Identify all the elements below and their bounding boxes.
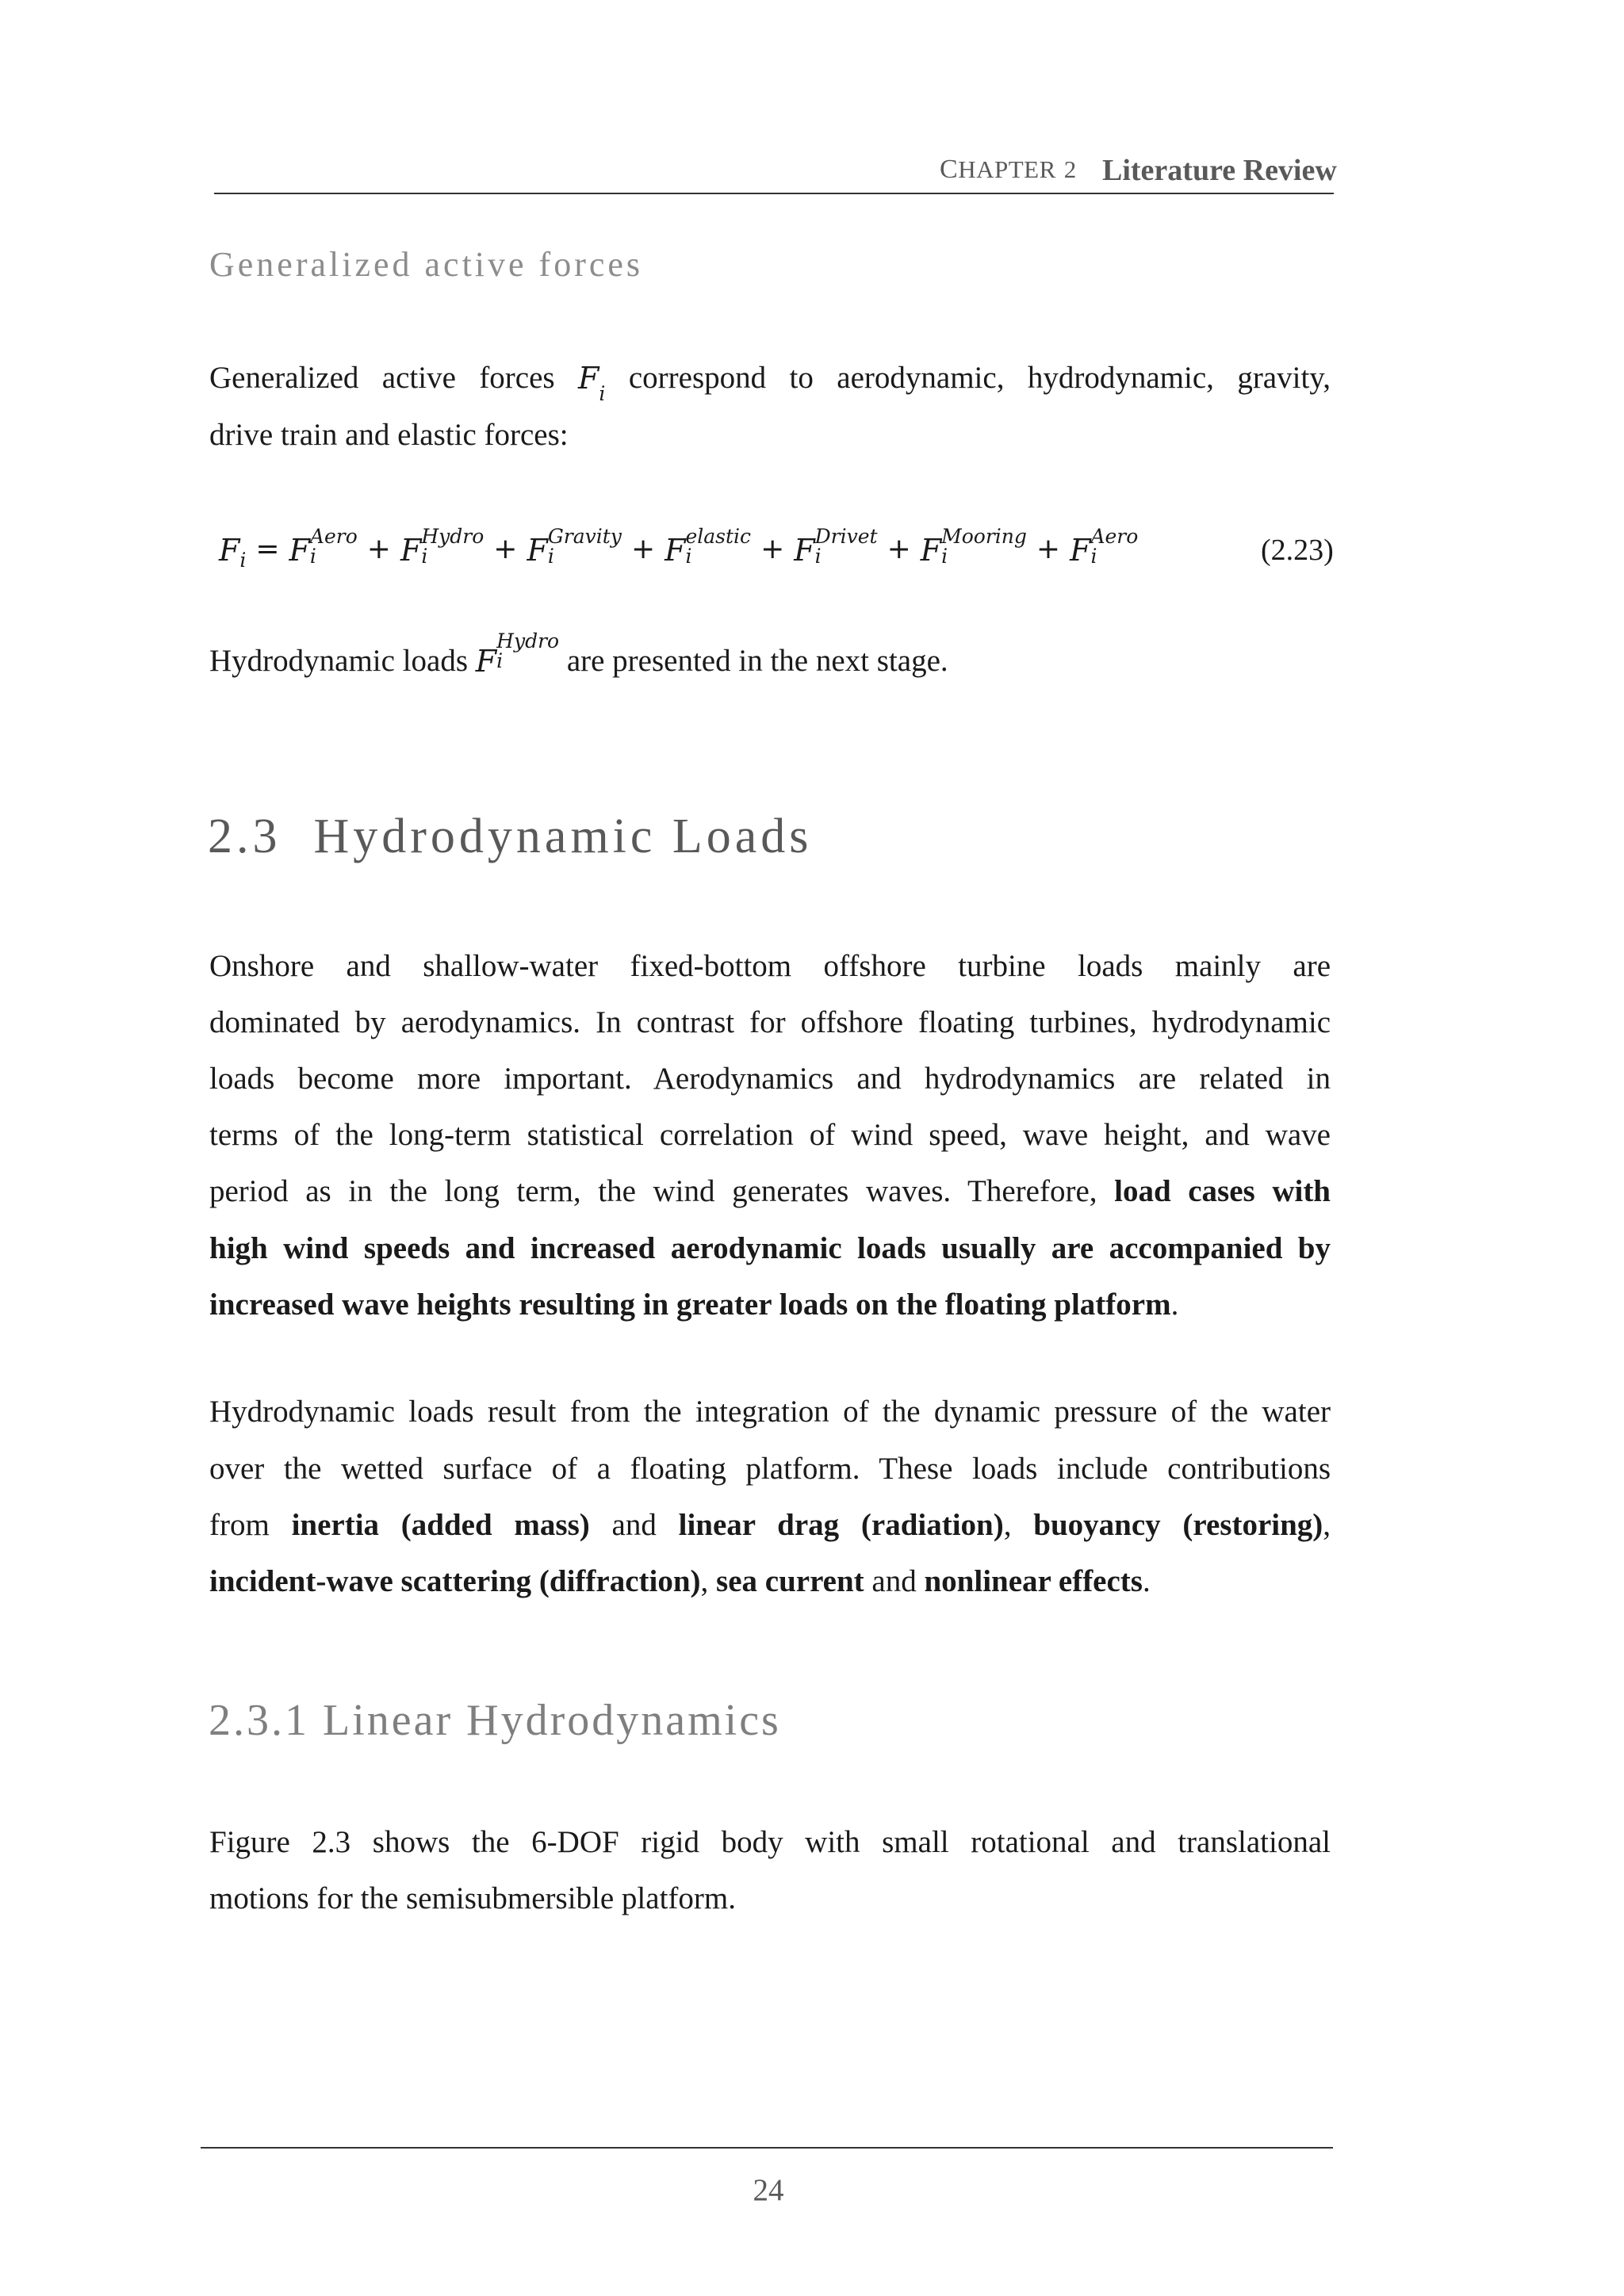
subheading-active-forces: Generalized active forces — [209, 245, 644, 284]
subsection-number: 2.3.1 — [209, 1696, 309, 1745]
plus-sign: + — [493, 533, 518, 565]
equation-term-hydro: F Hydro i — [400, 525, 485, 568]
para3-line-2: motions for the semisubmersible platform. — [209, 1881, 736, 1915]
para2-line-3: from inertia (added mass) and linear drag (radiation), buoyancy (restoring), — [209, 1508, 1331, 1542]
hydro-loads-text-a: Hydrodynamic loads — [209, 644, 469, 678]
para1-line-4: terms of the long-term statistical correlation of wind speed, wave height, and wave — [209, 1118, 1331, 1152]
equation-term-aero: F Aero i — [289, 525, 358, 568]
chapter-prefix-initial: C — [940, 155, 959, 184]
para2-line-1: Hydrodynamic loads result from the integration of the dynamic pressure of the water — [209, 1395, 1331, 1429]
forces-line-2: drive train and elastic forces: — [209, 418, 569, 452]
plus-sign: + — [630, 533, 656, 565]
section-heading — [208, 809, 812, 865]
header-rule — [214, 193, 1334, 194]
page-number: 24 — [753, 2173, 784, 2207]
equation-term-gravity: F Gravity i — [527, 525, 622, 568]
plus-sign: + — [760, 533, 785, 565]
para2-line-2: over the wetted surface of a floating platform. These loads include contributions — [209, 1452, 1331, 1486]
hydro-loads-text-b: are presented in the next stage. — [566, 644, 948, 678]
equation-term-mooring: F Mooring i — [920, 525, 1027, 568]
para2-line-4: incident-wave scattering (diffraction), sea current and nonlinear effects. — [209, 1564, 1151, 1598]
section-number: 2.3 — [208, 809, 282, 863]
plus-sign: + — [887, 533, 911, 565]
equation-lhs: F i — [219, 533, 247, 572]
footer-rule — [201, 2147, 1333, 2149]
forces-line-1 — [209, 359, 1331, 405]
para1-line-1: Onshore and shallow-water fixed-bottom offshore turbine loads mainly are — [209, 949, 1331, 983]
equals-sign: = — [255, 533, 280, 565]
para1-line-3: loads become more important. Aerodynamics and hydrodynamics are related in — [209, 1062, 1331, 1096]
para1-line-5: period as in the long term, the wind generates waves. Therefore, load cases with — [209, 1174, 1331, 1208]
fi-symbol: F i — [578, 361, 606, 405]
fi-hydro-symbol: F Hydro i — [475, 629, 560, 679]
subsection-title: Linear Hydrodynamics — [323, 1696, 781, 1745]
equation-term-aero-2: F Aero i — [1070, 525, 1139, 568]
plus-sign: + — [366, 533, 391, 565]
section-title: Hydrodynamic Loads — [313, 809, 813, 863]
chapter-number: 2 — [1063, 155, 1077, 183]
equation-term-elastic: F elastic i — [665, 525, 752, 568]
equation-number: (2.23) — [1261, 534, 1334, 567]
forces-text-b: correspond to aerodynamic, hydrodynamic, gravity, — [628, 361, 1331, 395]
equation-2-23 — [219, 515, 1138, 579]
equation-term-drivet: F Drivet i — [794, 525, 878, 568]
chapter-title: Literature Review — [1102, 154, 1337, 187]
plus-sign: + — [1036, 533, 1061, 565]
subsection-heading — [209, 1695, 781, 1746]
para1-line-2: dominated by aerodynamics. In contrast for offshore floating turbines, hydrodynamic — [209, 1005, 1331, 1039]
hydro-loads-sentence — [209, 629, 1331, 690]
para1-line-7: increased wave heights resulting in greater loads on the floating platform. — [209, 1288, 1179, 1322]
para3-line-1: Figure 2.3 shows the 6-DOF rigid body with small rotational and translational — [209, 1825, 1331, 1859]
forces-text-a: Generalized active forces — [209, 361, 555, 395]
chapter-prefix-rest: HAPTER — [958, 155, 1056, 183]
para1-line-6: high wind speeds and increased aerodynamic loads usually are accompanied by — [209, 1231, 1331, 1265]
chapter-label — [940, 155, 1077, 185]
